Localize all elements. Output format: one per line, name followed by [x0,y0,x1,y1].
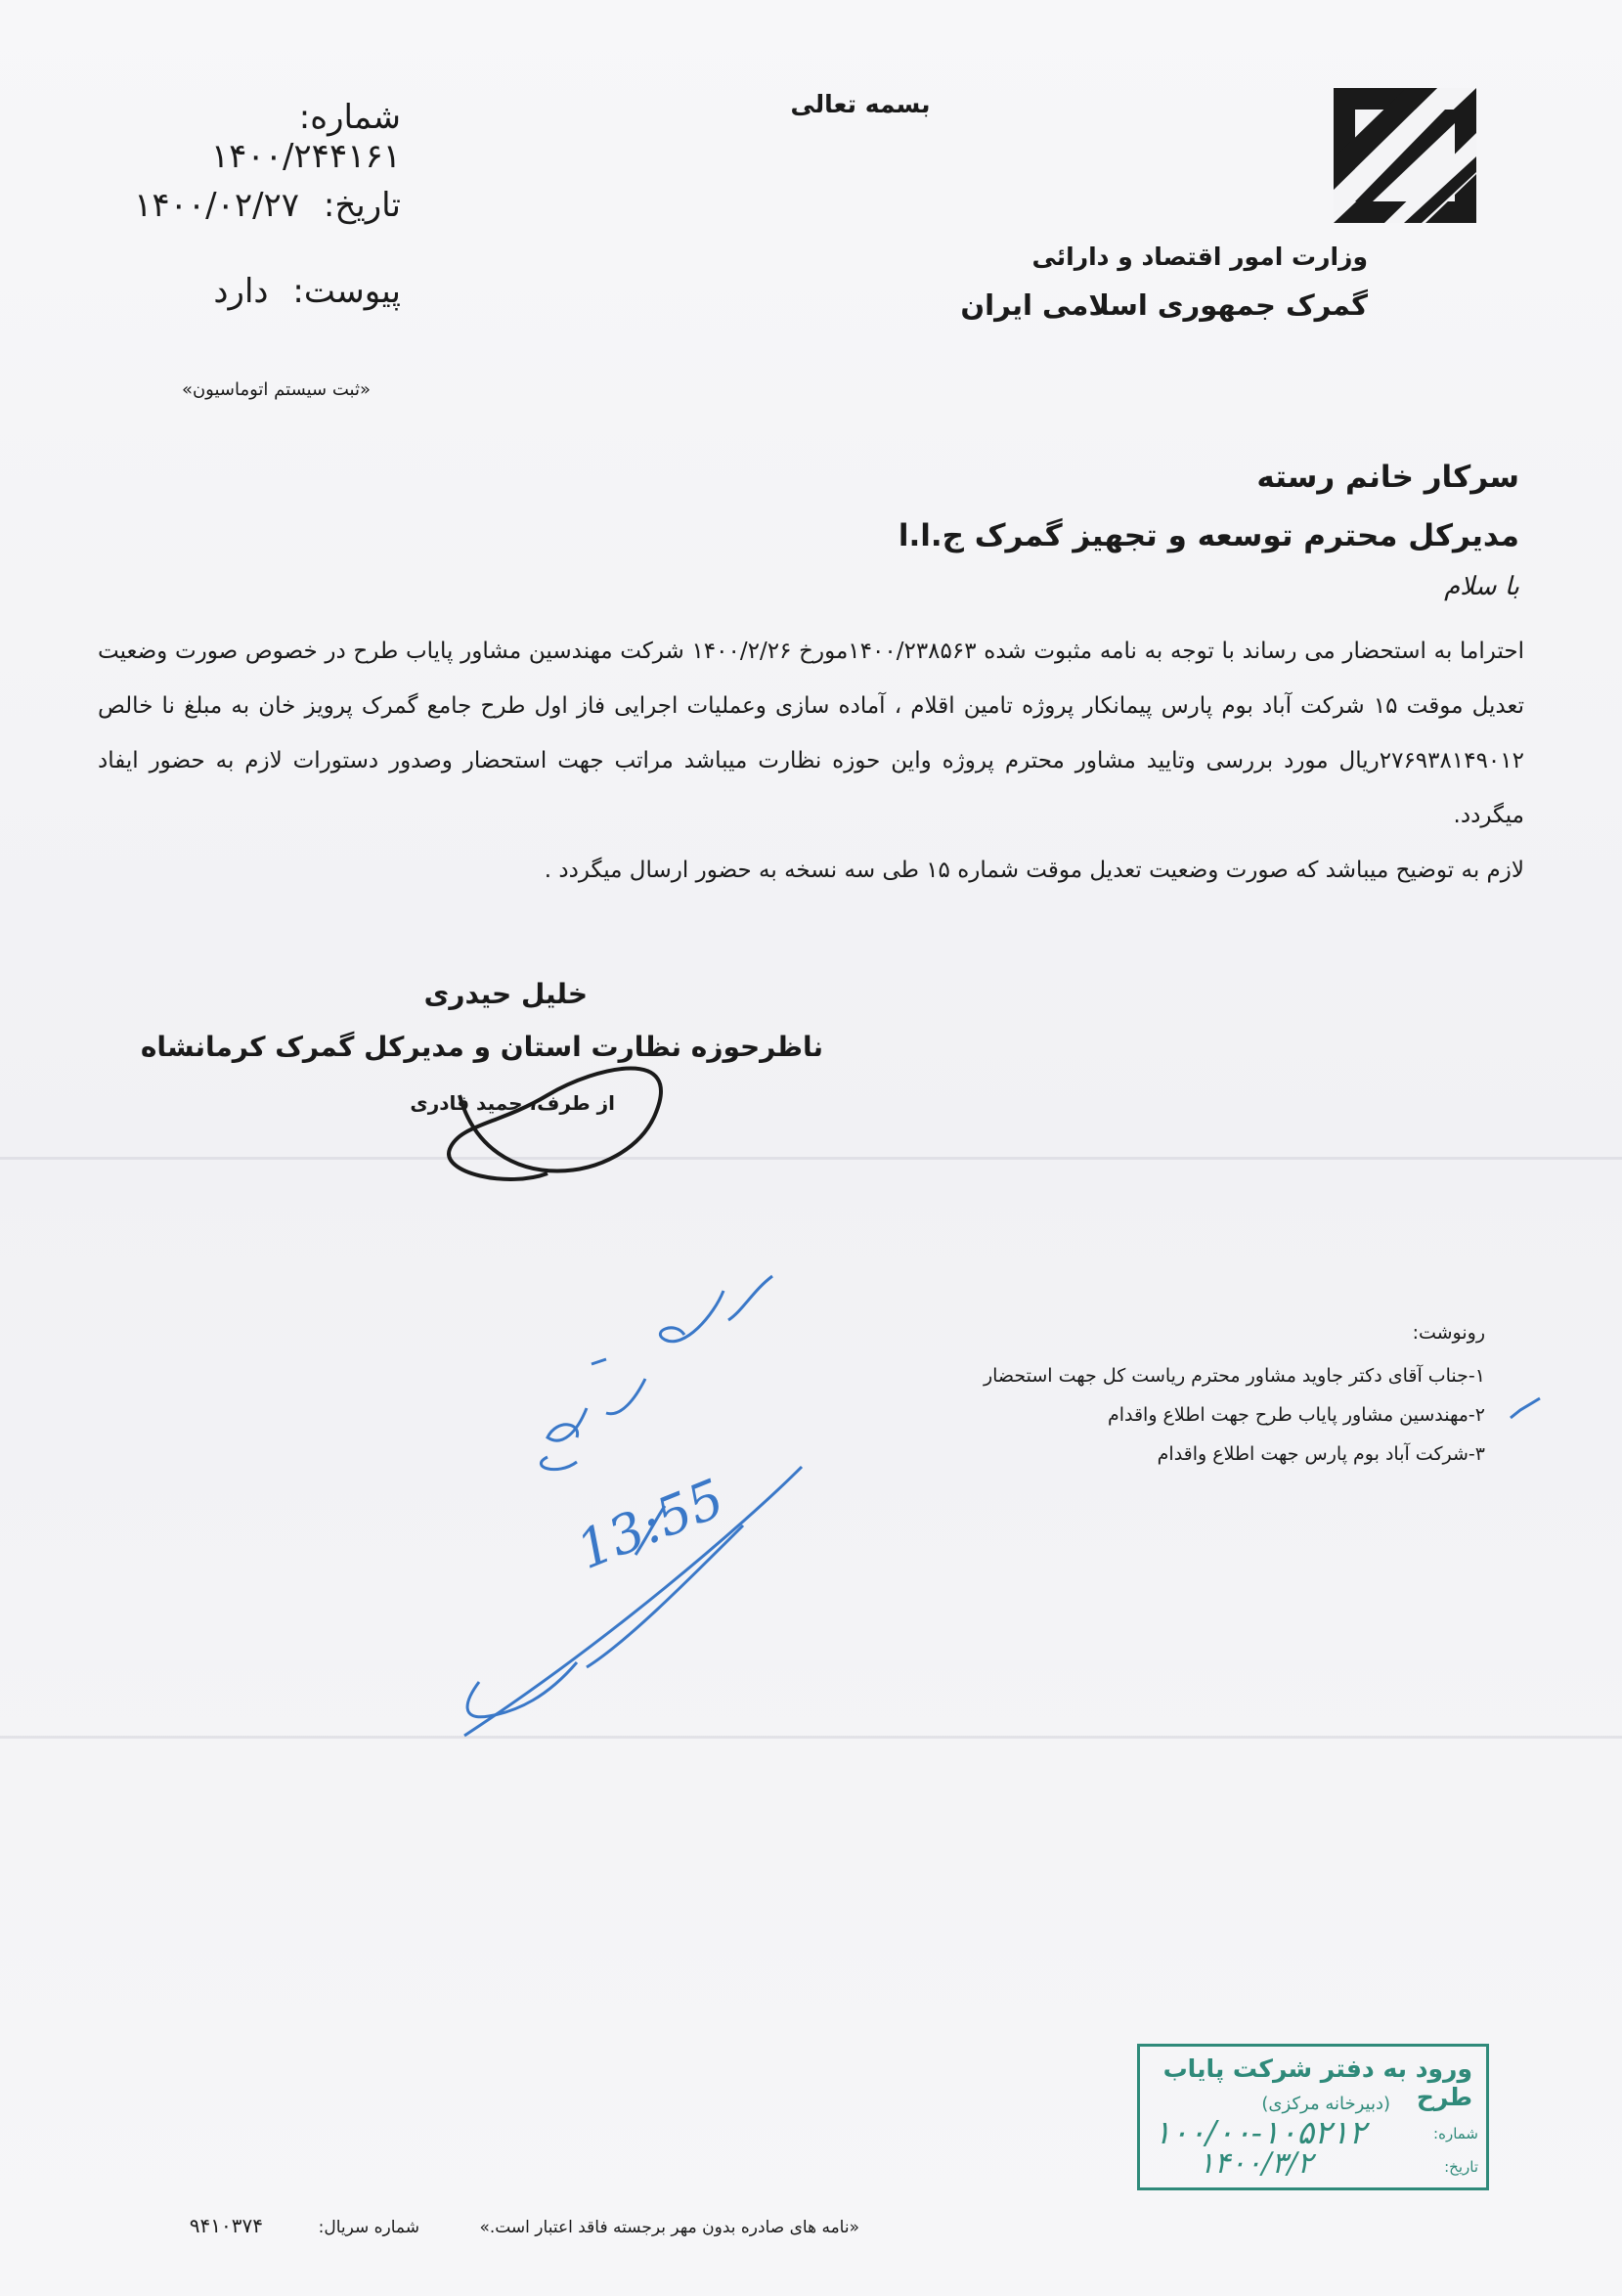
customs-name: گمرک جمهوری اسلامی ایران [960,288,1368,322]
addressee-name: سرکار خانم رسته [1256,460,1519,495]
letter-attachment [88,272,401,311]
signer-name: خلیل حیدری [423,978,588,1010]
stamp-number-label: شماره: [1433,2125,1478,2142]
pen-annotation [606,1379,645,1414]
pen-slash [464,1467,802,1736]
pen-annotation [636,1506,665,1555]
stamp-number-value: ۱۰۰/۰۰-۱۰۵۲۱۲ [1154,2113,1367,2151]
cc-title: رونوشت: [1412,1322,1485,1344]
bismillah: بسمه تعالی [790,90,931,118]
pen-annotation [592,1359,606,1364]
pen-annotation [541,1457,577,1470]
stamp-date-value: ۱۴۰۰/۳/۲ [1199,2146,1313,2181]
attachment-value: دارد [213,272,269,311]
letter-date-label: تاریخ: [323,186,401,225]
pen-slash [587,1525,743,1667]
pen-annotation [660,1291,723,1342]
signer-on-behalf: از طرف، حمید قادری [410,1091,615,1115]
serial-label: شماره سریال: [318,2218,419,2237]
pen-annotation [548,1408,587,1440]
letter-date [88,186,401,225]
fold-line [0,1157,1622,1160]
fold-line [0,1736,1622,1739]
letter-number [88,98,401,176]
salutation: با سلام [1444,572,1519,601]
letter-body [98,624,1524,898]
check-mark-icon [1511,1398,1540,1418]
ministry-name: وزارت امور اقتصاد و دارائی [1031,243,1368,271]
signer-title: ناظرحوزه نظارت استان و مدیرکل گمرک کرمانشاه [140,1031,823,1063]
letter-number-label: شماره: [298,98,401,137]
stamp-date-label: تاریخ: [1444,2158,1478,2176]
letter-date-value: ۱۴۰۰/۰۲/۲۷ [134,186,300,225]
stamp-subtitle: (دبیرخانه مرکزی) [1261,2094,1390,2114]
signature-scribble [449,1069,661,1179]
pen-annotation [467,1662,577,1717]
letter-number-value: ۱۴۰۰/۲۴۴۱۶۱ [210,137,401,176]
body-paragraph: احتراما به استحضار می رساند با توجه به نامه مثبوت شده ۱۴۰۰/۲۳۸۵۶۳مورخ ۱۴۰۰/۲/۲۶ شرکت مهندسین مشاور پایاب طرح در خصوص صورت وضعیت تعدیل موقت ۱۵ شرکت آباد بوم پارس پیمانکار پروژه تامین اقلام ، آماده سازی وعملیات اجرایی فاز اول طرح جامع گمرک پرویز خان به مبلغ نا خالص ۲۷۶۹۳۸۱۴۹۰۱۲ریال مورد بررسی وتایید مشاور محترم پروژه واین حوزه نظارت میباشد مراتب جهت استحضار وصدور دستورات لازم به حضور ایفاد میگردد. [98,639,1524,828]
incoming-stamp [1137,2044,1489,2190]
attachment-label: پیوست: [292,272,401,311]
customs-logo-icon [1328,82,1482,229]
handwritten-time: 13:55 [568,1467,733,1582]
cc-item: ۱-جناب آقای دکتر جاوید مشاور محترم ریاست کل جهت استحضار [983,1365,1485,1387]
automation-note: «ثبت سیستم اتوماسیون» [181,379,371,400]
addressee-title: مدیرکل محترم توسعه و تجهیز گمرک ج.ا.ا [898,518,1519,553]
pen-annotation [728,1276,772,1320]
stamp-title: ورود به دفتر شرکت پایاب طرح [1162,2054,1472,2111]
body-paragraph: لازم به توضیح میباشد که صورت وضعیت تعدیل موقت شماره ۱۵ طی سه نسخه به حضور ارسال میگردد . [544,858,1524,883]
cc-item: ۲-مهندسین مشاور پایاب طرح جهت اطلاع واقدام [1107,1404,1485,1426]
cc-item: ۳-شرکت آباد بوم پارس جهت اطلاع واقدام [1157,1443,1485,1465]
footer-note: «نامه های صادره بدون مهر برجسته فاقد اعتبار است.» [479,2218,859,2237]
serial-value: ۹۴۱۰۳۷۴ [189,2214,263,2237]
